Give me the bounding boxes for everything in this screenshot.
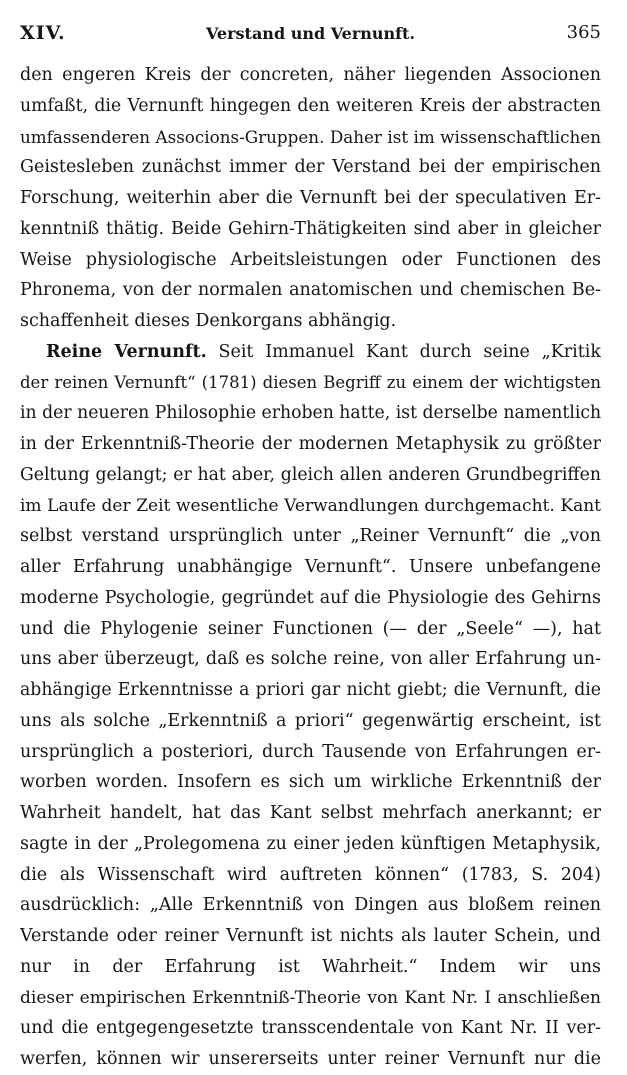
text-line: schaffenheit dieses Denkorgans abhängig.	[20, 311, 397, 331]
text-line: in der neueren Philosophie erhoben hatte, ist derselbe namentlich	[20, 403, 601, 424]
text-line: dieser empirischen Erkenntniß-Theorie von Kant Nr. I anschließen	[20, 987, 601, 1008]
text-line: in der Erkenntniß-Theorie der modernen Metaphysik zu größter	[20, 434, 601, 454]
text-line: uns als solche „Erkenntniß a priori“ gegenwärtig erscheint, ist	[20, 710, 601, 731]
text-line: Weise physiologische Arbeitsleistungen oder Functionen des	[20, 249, 601, 270]
text-line: uns aber überzeugt, daß es solche reine, von aller Erfahrung un-	[20, 649, 601, 670]
page-number: 365	[566, 22, 601, 43]
text-line: Verstande oder reiner Vernunft ist nichts als lauter Schein, und	[20, 926, 601, 946]
text-line: Geltung gelangt; er hat aber, gleich allen anderen Grundbegriffen	[20, 464, 601, 485]
text-line: Geistesleben zunächst immer der Verstand bei der empirischen	[20, 157, 601, 178]
text-line: kenntniß thätig. Beide Gehirn-Thätigkeiten sind aber in gleicher	[20, 218, 601, 239]
paragraph-first-line	[20, 337, 601, 368]
text-line: werfen, können wir unsererseits unter reiner Vernunft nur die	[20, 1049, 601, 1069]
text-line: worben worden. Insofern es sich um wirkliche Erkenntniß der	[20, 772, 601, 793]
running-title: Verstand und Vernunft.	[205, 24, 416, 43]
running-head	[20, 22, 601, 50]
text-line: Forschung, weiterhin aber die Vernunft bei der speculativen Er-	[20, 188, 601, 208]
text-line: im Laufe der Zeit wesentliche Verwandlungen durchgemacht. Kant	[20, 495, 601, 516]
section-lead-term: Reine Vernunft.	[46, 341, 207, 362]
body-text	[20, 60, 601, 1075]
text-line: die als Wissenschaft wird auftreten können“ (1783, S. 204)	[20, 864, 601, 885]
text-line: umfaßt, die Vernunft hingegen den weiteren Kreis der abstracten	[20, 95, 601, 116]
text-line: ursprünglich a posteriori, durch Tausende von Erfahrungen er-	[20, 741, 601, 762]
text-line: der reinen Vernunft“ (1781) diesen Begriff zu einem der wichtigsten	[20, 372, 601, 392]
chapter-number: XIV.	[20, 22, 66, 44]
text-line: umfassenderen Associons-Gruppen. Daher ist im wissenschaftlichen	[20, 126, 601, 147]
text-line: abhängige Erkenntnisse a priori gar nicht giebt; die Vernunft, die	[20, 680, 601, 700]
text-line: nur in der Erfahrung ist Wahrheit.“ Indem wir uns	[20, 956, 601, 977]
text-line: selbst verstand ursprünglich unter „Reiner Vernunft“ die „von	[20, 526, 601, 547]
text-line: und die Phylogenie seiner Functionen (— der „Seele“ —), hat	[20, 618, 601, 639]
text-line: aller Erfahrung unabhängige Vernunft“. Unsere unbefangene	[20, 557, 601, 577]
text-line: Wahrheit handelt, hat das Kant selbst mehrfach anerkannt; er	[20, 803, 601, 823]
text-line: Phronema, von der normalen anatomischen und chemischen Be-	[20, 280, 601, 301]
text-line: moderne Psychologie, gegründet auf die Physiologie des Gehirns	[20, 587, 601, 608]
text-run: Seit Immanuel Kant durch seine „Kritik	[218, 341, 601, 362]
text-line: und die entgegengesetzte transscendentale von Kant Nr. II ver-	[20, 1018, 601, 1039]
text-line: sagte in der „Prolegomena zu einer jeden künftigen Metaphysik,	[20, 833, 601, 854]
text-line: den engeren Kreis der concreten, näher liegenden Associonen	[20, 65, 601, 85]
text-line: ausdrücklich: „Alle Erkenntniß von Dingen aus bloßem reinen	[20, 895, 601, 916]
